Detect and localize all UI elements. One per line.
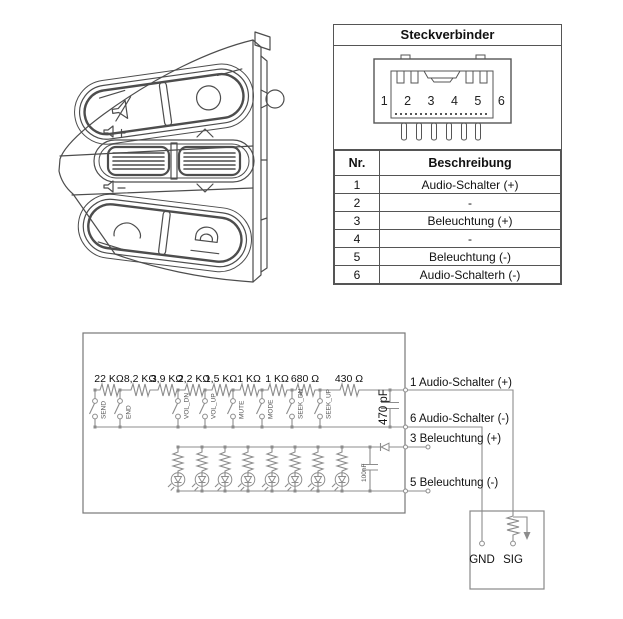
connector-pins <box>402 123 481 140</box>
resistor-label: 22 KΩ <box>94 373 124 385</box>
switch-seek-dn <box>287 389 295 429</box>
steering-wheel-illustration <box>15 20 315 300</box>
illumination-led <box>285 446 302 493</box>
capacitor-100nf <box>361 446 378 493</box>
table-row: 4 - <box>335 230 561 248</box>
call-icon <box>114 221 142 239</box>
illumination-led <box>215 446 232 493</box>
switch-label: SEEK_DN <box>297 388 305 419</box>
pin5-label: 5 Beleuchtung (-) <box>410 477 499 489</box>
illumination-led <box>168 446 185 493</box>
mute-icon <box>111 97 134 122</box>
wheel-top-tab <box>255 32 270 50</box>
header-nr: Nr. <box>335 151 380 176</box>
volume-down-icon <box>104 181 125 192</box>
diode <box>381 443 406 451</box>
connector-panel <box>333 24 562 285</box>
pin3-label: 3 Beleuchtung (+) <box>410 433 502 445</box>
svg-text:100nF: 100nF <box>361 463 368 482</box>
switch-label: VOL_UP <box>210 393 218 419</box>
connector-6pin-illustration <box>334 46 561 149</box>
resistor-label: 2,2 KΩ <box>177 373 211 385</box>
switch-label: SEEK_UP <box>325 389 333 419</box>
lower-divider <box>158 211 170 256</box>
switch-vol-dn <box>173 389 181 429</box>
circuit-schematic <box>0 315 623 619</box>
pin1-label: 1 Audio-Schalter (+) <box>410 377 512 389</box>
illumination-led <box>308 446 325 493</box>
wheel-side-ear <box>266 90 284 108</box>
table-row: 2 - <box>335 194 561 212</box>
gnd-terminal-label: GND <box>469 554 495 566</box>
table-row: 1 Audio-Schalter (+) <box>335 176 561 194</box>
switch-label: END <box>125 405 133 419</box>
table-row: 3 Beleuchtung (+) <box>335 212 561 230</box>
pin-description-table <box>334 150 561 284</box>
header-beschreibung: Beschreibung <box>380 151 561 176</box>
resistor-label: 1 KΩ <box>265 373 289 385</box>
resistor-label: 8,2 KΩ <box>123 373 157 385</box>
resistor-label: 1,5 KΩ <box>204 373 238 385</box>
switch-label: SEND <box>100 400 108 419</box>
table-row: 6 Audio-Schalterh (-) <box>335 266 561 284</box>
table-header-row <box>335 151 561 176</box>
voice-icon <box>195 84 222 111</box>
switch-vol-up <box>200 389 208 429</box>
resistor-label: 1 KΩ <box>237 373 261 385</box>
illumination-led <box>332 446 349 493</box>
switch-label: MODE <box>267 399 275 419</box>
upper-divider <box>159 82 172 127</box>
resistor-label: 3,9 KΩ <box>150 373 184 385</box>
pullup-resistor <box>507 516 519 541</box>
radio-unit-box <box>469 511 544 589</box>
pin6-label: 6 Audio-Schalter (-) <box>410 413 510 425</box>
upper-button-group <box>70 60 257 148</box>
capacitor-470pf <box>378 389 399 429</box>
switch-send <box>90 389 98 429</box>
schematic-box <box>83 333 405 513</box>
rocker-group <box>94 140 254 182</box>
illumination-led <box>262 446 279 493</box>
lower-button-group <box>75 191 256 276</box>
rocker-divider <box>171 143 177 179</box>
connector-housing <box>374 59 511 123</box>
resistor-label: 680 Ω <box>290 373 320 385</box>
signal-arrow <box>513 517 527 533</box>
table-row: 5 Beleuchtung (-) <box>335 248 561 266</box>
end-call-icon <box>195 226 219 243</box>
illumination-led <box>192 446 209 493</box>
switch-seek-up <box>315 389 323 429</box>
illumination-led <box>238 446 255 493</box>
resistor-label: 430 Ω <box>334 373 364 385</box>
resistor-ladder <box>95 384 405 396</box>
sig-terminal-label: SIG <box>503 554 523 566</box>
connector-pin-numbers: 1 2 3 4 5 6 <box>380 94 512 108</box>
switch-label: VOL_DN <box>183 392 191 419</box>
switch-end <box>115 389 123 429</box>
switch-label: MUTE <box>238 400 246 419</box>
panel-title: Steckverbinder <box>334 25 561 46</box>
svg-text:470 pF: 470 pF <box>378 389 390 425</box>
pin1-wire <box>408 390 514 516</box>
seek-down-icon <box>197 184 213 192</box>
connector-drawing <box>334 46 561 150</box>
